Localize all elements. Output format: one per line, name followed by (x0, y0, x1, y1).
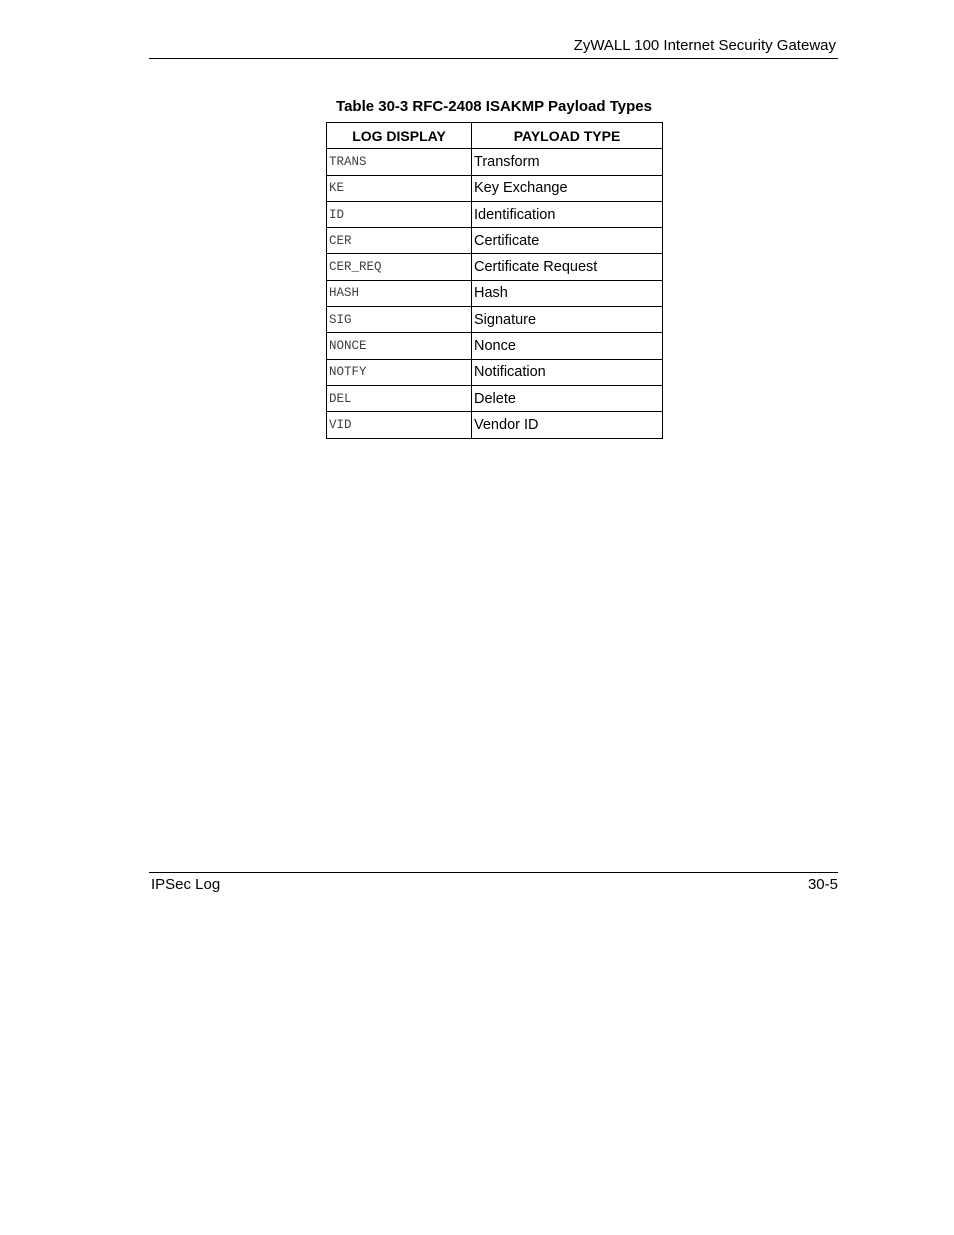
log-display-cell: CER (327, 228, 472, 254)
footer-page-number: 30-5 (807, 876, 838, 893)
table-row (327, 175, 663, 201)
payload-type-cell: Certificate Request (472, 254, 663, 280)
page-footer (149, 872, 838, 893)
log-display-cell: VID (327, 412, 472, 438)
log-display-cell: CER_REQ (327, 254, 472, 280)
payload-type-cell: Identification (472, 201, 663, 227)
payload-type-cell: Delete (472, 385, 663, 411)
payload-type-cell: Key Exchange (472, 175, 663, 201)
payload-type-cell: Transform (472, 149, 663, 175)
payload-type-cell: Vendor ID (472, 412, 663, 438)
log-display-cell: SIG (327, 307, 472, 333)
column-header-log-display: LOG DISPLAY (327, 123, 472, 149)
log-display-cell: KE (327, 175, 472, 201)
payload-type-cell: Nonce (472, 333, 663, 359)
log-display-cell: NONCE (327, 333, 472, 359)
payload-type-cell: Certificate (472, 228, 663, 254)
log-display-cell: HASH (327, 280, 472, 306)
header-title: ZyWALL 100 Internet Security Gateway (573, 37, 836, 54)
page-header (149, 37, 838, 59)
payload-type-cell: Notification (472, 359, 663, 385)
table-row (327, 359, 663, 385)
log-display-cell: TRANS (327, 149, 472, 175)
payload-types-table (326, 122, 663, 439)
table-row (327, 228, 663, 254)
footer-section-title: IPSec Log (151, 876, 221, 893)
table-header-row (327, 123, 663, 149)
table-row (327, 280, 663, 306)
log-display-cell: ID (327, 201, 472, 227)
table-row (327, 254, 663, 280)
table-row (327, 149, 663, 175)
table-row (327, 333, 663, 359)
payload-type-cell: Hash (472, 280, 663, 306)
table-row (327, 385, 663, 411)
table-row (327, 412, 663, 438)
table-caption: Table 30-3 RFC-2408 ISAKMP Payload Types (336, 98, 652, 115)
column-header-payload-type: PAYLOAD TYPE (472, 123, 663, 149)
payload-type-cell: Signature (472, 307, 663, 333)
table-row (327, 201, 663, 227)
table-row (327, 307, 663, 333)
log-display-cell: NOTFY (327, 359, 472, 385)
log-display-cell: DEL (327, 385, 472, 411)
